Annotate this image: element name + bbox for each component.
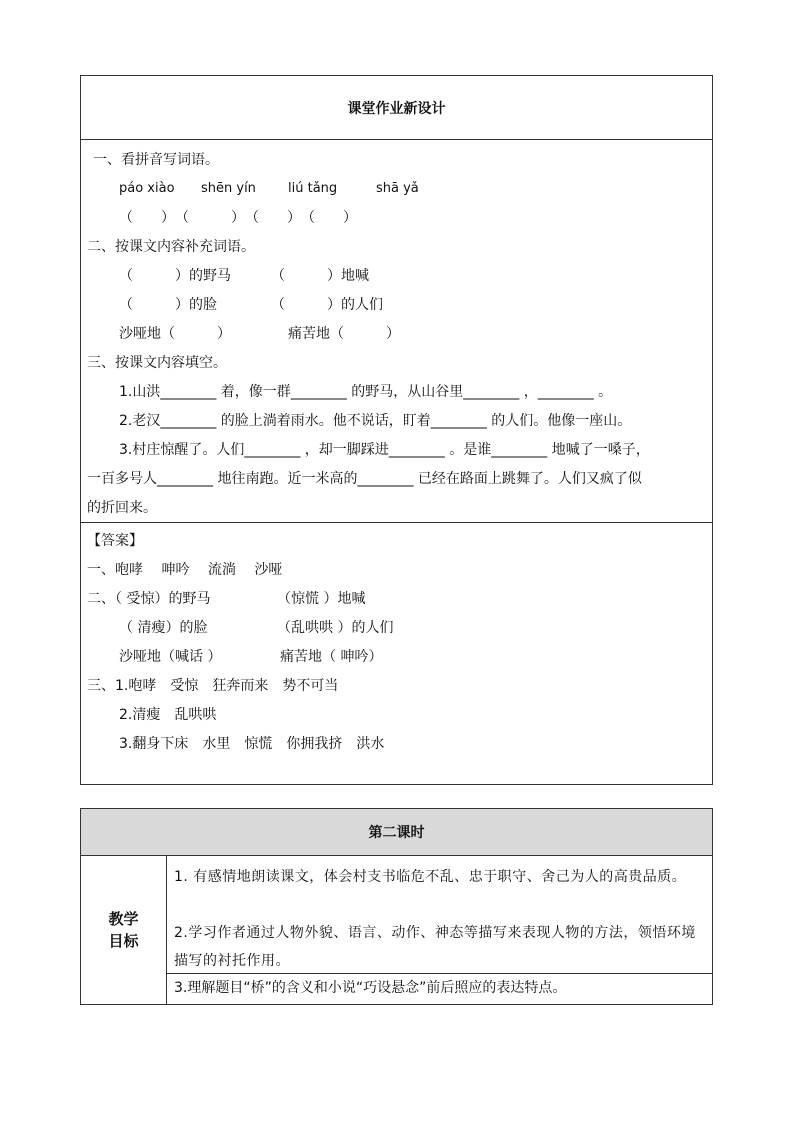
answer-2-item-3: （ 清瘦）的脸 (119, 620, 208, 636)
answer-1: 一、咆哮 呻吟 流淌 沙哑 (87, 562, 283, 578)
pinyin-brackets: （ ） （ ） （ ） （ ） (119, 210, 357, 226)
goal-1: 1. 有感情地朗读课文，体会村支书临危不乱、忠于职守、舍己为人的高贵品质。 (174, 869, 687, 885)
q2-title: 二、按课文内容补充词语。 (87, 239, 255, 255)
homework-table (80, 75, 713, 785)
q3-line-5: 的折回来。 (87, 500, 157, 516)
q2-item-6: 痛苦地（ ） (288, 326, 400, 342)
exercise-section (81, 139, 712, 523)
pinyin-2: shēn yín (201, 181, 256, 196)
q3-line-4: 一百多号人________ 地往南跑。近一米高的________ 已经在路面上跳舞了。人们又疯了似 (87, 471, 642, 487)
answer-3-line-3: 3.翻身下床 水里 惊慌 你拥我挤 洪水 (119, 736, 385, 752)
q3-line-1: 1.山洪________ 着，像一群________ 的野马，从山谷里________ ，________ 。 (119, 384, 613, 400)
q2-item-4: （ ）的人们 (271, 297, 383, 313)
answer-2-item-4: （乱哄哄 ）的人们 (277, 620, 394, 636)
pinyin-1: páo xiào (119, 181, 175, 196)
q2-item-2: （ ）地喊 (271, 268, 369, 284)
lesson-header: 第二课时 (81, 809, 712, 856)
pinyin-4: shā yǎ (376, 181, 419, 196)
answer-3-line-1: 三、1.咆哮 受惊 狂奔而来 势不可当 (87, 678, 339, 694)
q3-line-3: 3.村庄惊醒了。人们________ ，却一脚踩进________ 。是谁________ 地喊了一嗓子， (119, 442, 650, 458)
answer-2-item-5: 沙哑地（喊话 ） (119, 649, 222, 665)
q3-line-2: 2.老汉________ 的脸上淌着雨水。他不说话，盯着________ 的人们。他像一座山。 (119, 413, 632, 429)
pinyin-3: liú tǎng (288, 181, 338, 196)
lesson-table (80, 808, 713, 1005)
q3-title: 三、按课文内容填空。 (87, 355, 227, 371)
answer-2-item-2: （惊慌 ）地喊 (277, 591, 366, 607)
label-line-1: 教学 (108, 909, 139, 928)
q1-title: 一、看拼音写词语。 (93, 152, 219, 168)
goal-2: 2.学习作者通过人物外貌、语言、动作、神态等描写来表现人物的方法，领悟环境描写的衬托作用。 (174, 925, 696, 969)
q2-item-5: 沙哑地（ ） (119, 326, 231, 342)
label-line-2: 目标 (108, 931, 139, 950)
q2-item-1: （ ）的野马 (119, 268, 231, 284)
goal-3: 3.理解题目“桥”的含义和小说“巧设悬念”前后照应的表达特点。 (174, 980, 567, 996)
teaching-goals (166, 855, 712, 1004)
q2-item-3: （ ）的脸 (119, 297, 217, 313)
answer-2-item-6: 痛苦地（ 呻吟） (280, 649, 383, 665)
homework-title: 课堂作业新设计 (81, 76, 712, 140)
teaching-goals-label (81, 855, 167, 1004)
answer-3-line-2: 2.清瘦 乱哄哄 (119, 707, 217, 723)
goal-divider (166, 973, 712, 974)
answer-2-item-1: 二、（ 受惊）的野马 (87, 591, 211, 607)
answer-title: 【答案】 (87, 533, 143, 549)
